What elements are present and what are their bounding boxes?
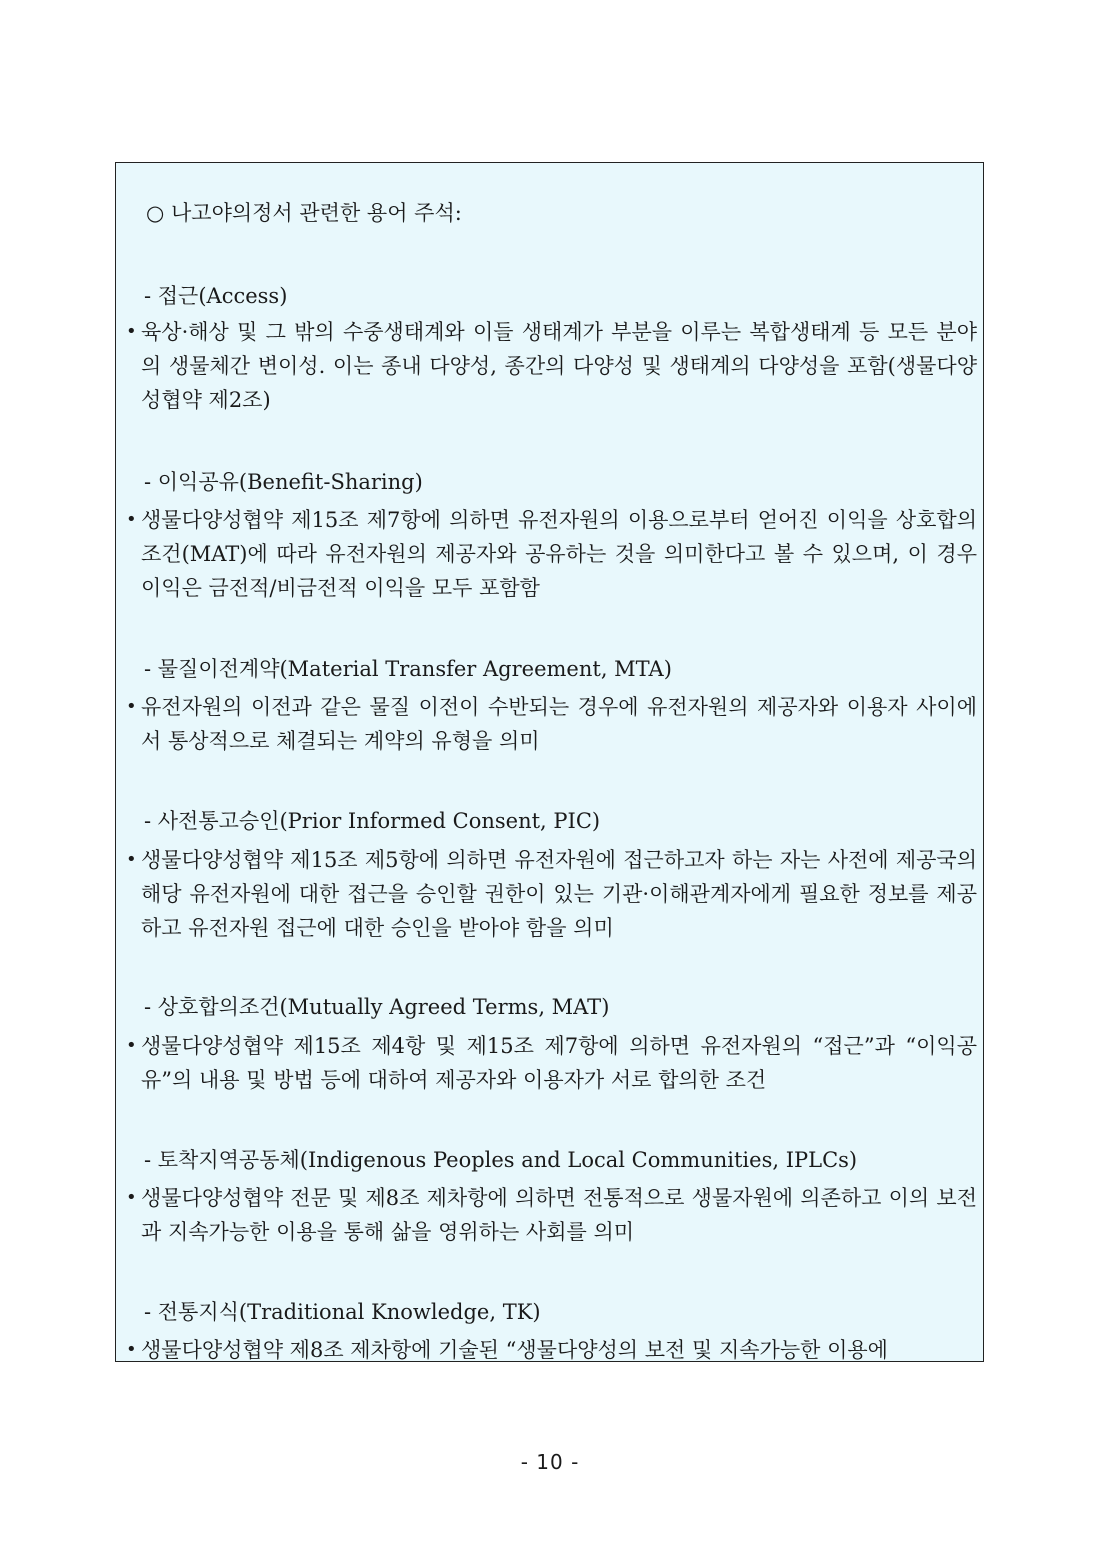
definition-text: 생물다양성협약 제15조 제7항에 의하면 유전자원의 이용으로부터 얻어진 이익을 상호합의조건(MAT)에 따라 유전자원의 제공자와 공유하는 것을 의미한다고 볼 수 있으며, 이 경우 이익은 금전적/비금전적 이익을 모두 포함함 [141,508,977,600]
bullet-icon: • [126,1339,137,1360]
definition-text: 유전자원의 이전과 같은 물질 이전이 수반되는 경우에 유전자원의 제공자와 이용자 사이에서 통상적으로 체결되는 계약의 유형을 의미 [141,695,977,753]
definition-text: 생물다양성협약 전문 및 제8조 제차항에 의하면 전통적으로 생물자원에 의존하고 이의 보전과 지속가능한 이용을 통해 삶을 영위하는 사회를 의미 [141,1186,977,1244]
glossary-box [115,162,984,1362]
bullet-icon: • [126,849,137,870]
glossary-heading: ○ 나고야의정서 관련한 용어 주석: [146,201,462,225]
bullet-icon: • [126,1187,137,1208]
definition-text: 생물다양성협약 제15조 제4항 및 제15조 제7항에 의하면 유전자원의 “접근”과 “이익공유”의 내용 및 방법 등에 대하여 제공자와 이용자가 서로 합의한 조건 [141,1034,977,1092]
bullet-icon: • [126,1035,137,1056]
definition-text: 생물다양성협약 제8조 제차항에 기술된 “생물다양성의 보전 및 지속가능한 이용에 [141,1338,888,1362]
bullet-icon: • [126,696,137,717]
term-title-tk: - 전통지식(Traditional Knowledge, TK) [144,1300,541,1324]
term-title-pic: - 사전통고승인(Prior Informed Consent, PIC) [144,809,601,833]
page-number: - 10 - [520,1450,580,1474]
term-title-mta: - 물질이전계약(Material Transfer Agreement, MTA) [144,657,672,681]
bullet-icon: • [126,321,137,342]
definition-text: 육상·해상 및 그 밖의 수중생태계와 이들 생태계가 부분을 이루는 복합생태계 등 모든 분야의 생물체간 변이성. 이는 종내 다양성, 종간의 다양성 및 생태계의 다양성을 포함(생물다양성협약 제2조) [141,320,977,412]
term-title-mat: - 상호합의조건(Mutually Agreed Terms, MAT) [144,995,610,1019]
term-title-iplcs: - 토착지역공동체(Indigenous Peoples and Local Communities, IPLCs) [144,1148,858,1172]
bullet-icon: • [126,509,137,530]
glossary-box-bottom-border [115,1361,984,1362]
term-title-access: - 접근(Access) [144,284,288,308]
term-title-benefit-sharing: - 이익공유(Benefit-Sharing) [144,470,423,494]
definition-text: 생물다양성협약 제15조 제5항에 의하면 유전자원에 접근하고자 하는 자는 사전에 제공국의 해당 유전자원에 대한 접근을 승인할 권한이 있는 기관·이해관계자에게 필요한 정보를 제공하고 유전자원 접근에 대한 승인을 받아야 함을 의미 [141,848,977,940]
